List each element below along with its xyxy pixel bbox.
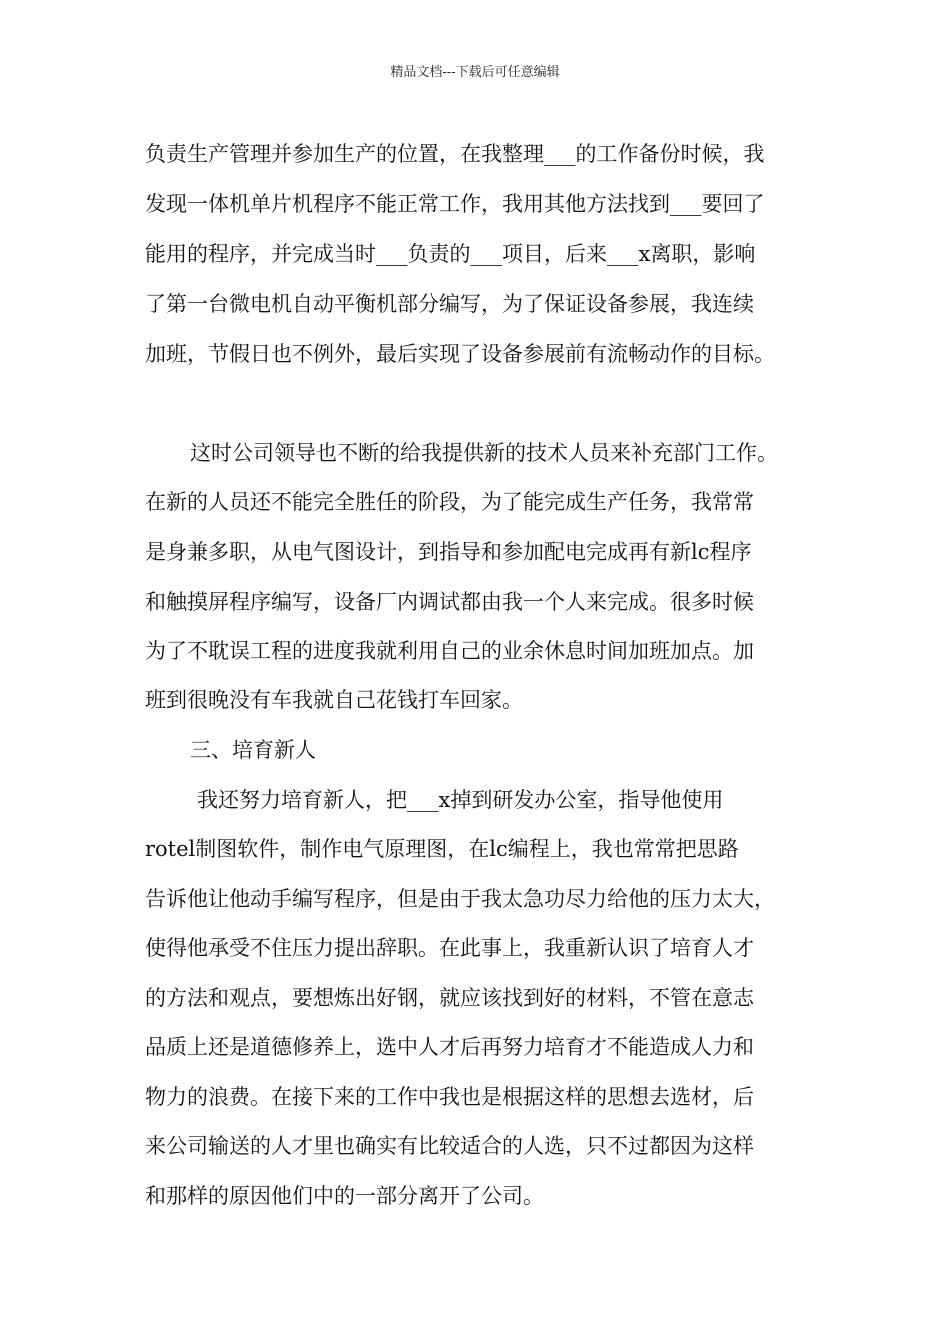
paragraph-2-line-6: 班到很晚没有车我就自己花钱打车回家。: [145, 688, 523, 712]
paragraph-2-line-3: 是身兼多职，从电气图设计，到指导和参加配电完成再有新lc程序: [145, 540, 752, 564]
paragraph-1-line-4: 了第一台微电机自动平衡机部分编写，为了保证设备参展，我连续: [145, 292, 754, 316]
paragraph-1-line-2: 发现一体机单片机程序不能正常工作，我用其他方法找到___要回了: [145, 192, 765, 216]
paragraph-1-line-3: 能用的程序，并完成当时___负责的___项目，后来___x离职，影响: [145, 242, 756, 266]
paragraph-2-line-1: 这时公司领导也不断的给我提供新的技术人员来补充部门工作。: [190, 441, 778, 465]
paragraph-2-line-5: 为了不耽误工程的进度我就利用自己的业余休息时间加班加点。加: [145, 639, 754, 663]
paragraph-3-line-6: 品质上还是道德修养上，选中人才后再努力培育才不能造成人力和: [145, 1035, 754, 1059]
paragraph-2-line-2: 在新的人员还不能完全胜任的阶段，为了能完成生产任务，我常常: [145, 490, 754, 514]
paragraph-2-line-4: 和触摸屏程序编写，设备厂内调试都由我一个人来完成。很多时候: [145, 590, 754, 614]
paragraph-3-line-4: 使得他承受不住压力提出辞职。在此事上，我重新认识了培育人才: [145, 936, 754, 960]
paragraph-3-line-1: 我还努力培育新人，把___x掉到研发办公室，指导他使用: [197, 788, 724, 812]
paragraph-1-line-1: 负责生产管理并参加生产的位置，在我整理___的工作备份时候，我: [145, 142, 765, 166]
paragraph-3-line-7: 物力的浪费。在接下来的工作中我也是根据这样的思想去选材，后: [145, 1085, 754, 1109]
paragraph-3-line-8: 来公司输送的人才里也确实有比较适合的人选，只不过都因为这样: [145, 1134, 754, 1158]
paragraph-3-line-9: 和那样的原因他们中的一部分离开了公司。: [145, 1184, 544, 1208]
paragraph-1-line-5: 加班，节假日也不例外，最后实现了设备参展前有流畅动作的目标。: [145, 342, 775, 366]
page-header: 精品文档---下载后可任意编辑: [390, 65, 560, 80]
paragraph-3-line-3: 告诉他让他动手编写程序，但是由于我太急功尽力给他的压力太大，: [145, 887, 775, 911]
paragraph-3-line-2: rotel制图软件，制作电气原理图，在lc编程上，我也常常把思路: [145, 837, 739, 861]
paragraph-3-line-5: 的方法和观点，要想炼出好钢，就应该找到好的材料，不管在意志: [145, 986, 754, 1010]
section-heading: 三、培育新人: [190, 738, 316, 762]
